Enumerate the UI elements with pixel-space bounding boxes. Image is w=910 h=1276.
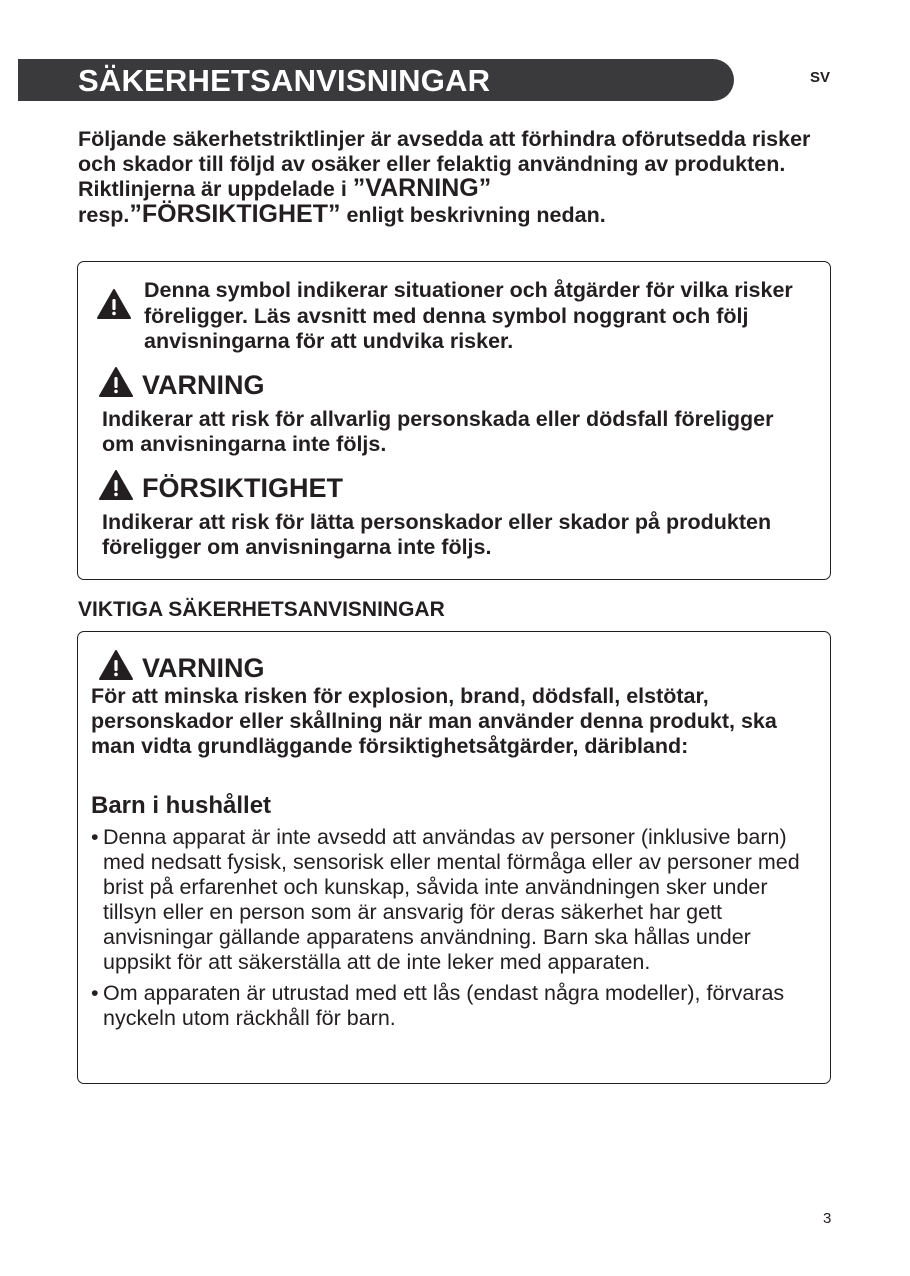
warning-intro-text: För att minska risken för explosion, brand, dödsfall, elstötar, personskador eller skållning när man använder denna produkt, ska man vidta grundläggande försiktighetsåtgärder, däribland: — [91, 684, 777, 758]
warning-triangle-icon — [98, 469, 134, 501]
important-section-heading: VIKTIGA SÄKERHETSANVISNINGAR — [78, 598, 445, 621]
page-number: 3 — [823, 1210, 832, 1227]
intro-text — [78, 127, 838, 227]
intro-line2: Riktlinjerna är uppdelade i ”VARNING” — [78, 174, 492, 202]
symbol-legend-box — [77, 261, 831, 580]
page-title: SÄKERHETSANVISNINGAR — [78, 63, 491, 98]
symbol-explanation — [96, 278, 796, 355]
warning-heading: VARNING — [98, 366, 265, 400]
intro-warning-term: ”VARNING” — [352, 174, 492, 202]
warning-triangle-icon — [98, 649, 134, 681]
warning-description: Indikerar att risk för allvarlig personskada eller dödsfall föreligger om anvisningarna inte följs. — [102, 407, 774, 456]
children-subheading: Barn i hushållet — [91, 792, 272, 819]
list-item: • Denna apparat är inte avsedd att användas av personer (inklusive barn) med nedsatt fysisk, sensorisk eller mental förmåga eller av personer med brist på erfarenhet och kunskap, såvida inte användningen sker under tillsyn eller en person som är ansvarig för deras säkerhet har gett anvisningar gällande apparatens användning. Barn ska hållas under uppsikt för att säkerställa att de inte leker med apparaten. — [91, 825, 816, 975]
symbol-text: Denna symbol indikerar situationer och åtgärder för vilka risker föreligger. Läs avsnitt med denna symbol noggrant och följ anvisningarna för att undvika risker. — [144, 278, 793, 353]
intro-line1: Följande säkerhetstriktlinjer är avsedda att förhindra oförutsedda risker och skador till följd av osäker eller felaktig användning av produkten. — [78, 127, 811, 176]
intro-caution-term: ”FÖRSIKTIGHET” — [129, 199, 341, 228]
language-code: SV — [810, 69, 831, 86]
important-warning-box — [77, 631, 831, 1084]
caution-description: Indikerar att risk för lätta personskador eller skador på produkten föreligger om anvisningarna inte följs. — [102, 510, 772, 559]
caution-heading: FÖRSIKTIGHET — [98, 469, 343, 503]
intro-line3: resp.”FÖRSIKTIGHET” enligt beskrivning nedan. — [78, 199, 606, 228]
warning-triangle-icon — [96, 288, 132, 320]
warning-heading: VARNING — [98, 649, 265, 683]
children-bullet-list — [91, 825, 816, 1037]
list-item: • Om apparaten är utrustad med ett lås (endast några modeller), förvaras nyckeln utom räckhåll för barn. — [91, 981, 816, 1031]
warning-triangle-icon — [98, 366, 134, 398]
